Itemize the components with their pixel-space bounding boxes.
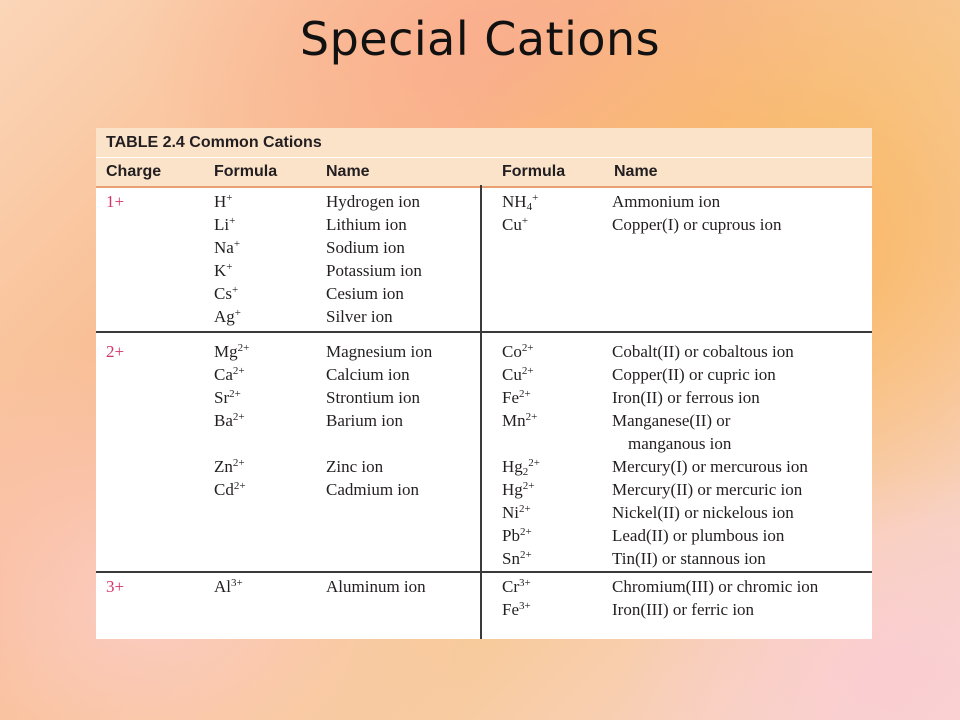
formula: $Ba^{2+}$ <box>214 411 245 430</box>
left-formula-column <box>214 575 243 598</box>
formula: $Sn^{2+}$ <box>502 549 532 568</box>
table-row-name: Potassium ion <box>326 261 422 280</box>
table-row-name: Hydrogen ion <box>326 192 420 211</box>
table-row-name: Cadmium ion <box>326 480 420 499</box>
table-caption-text: TABLE 2.4 Common Cations <box>106 134 322 151</box>
header-name-left: Name <box>326 163 370 180</box>
table-row-name: Mercury(I) or mercurous ion <box>612 457 808 476</box>
table-row-name: Nickel(II) or nickelous ion <box>612 503 794 522</box>
charge-label: 3+ <box>106 577 125 596</box>
table-row-formula <box>502 547 540 570</box>
table-row-formula <box>214 305 241 328</box>
charge-label: 1+ <box>106 192 125 211</box>
table-row-name: Copper(II) or cupric ion <box>612 365 776 384</box>
charge-label: 2+ <box>106 342 125 361</box>
table-row-name: Calcium ion <box>326 365 410 384</box>
table-row-formula <box>502 363 540 386</box>
formula: $Co^{2+}$ <box>502 342 534 361</box>
formula: $Zn^{2+}$ <box>214 457 245 476</box>
left-name-column <box>326 340 432 501</box>
formula: $Mn^{2+}$ <box>502 411 538 430</box>
left-name-column <box>326 575 426 598</box>
right-name-column <box>612 575 818 621</box>
formula: $Cu^{2+}$ <box>502 365 534 384</box>
table-row-name: Cobalt(II) or cobaltous ion <box>612 342 794 361</box>
table-row-formula <box>214 236 241 259</box>
table-row-formula <box>502 409 540 432</box>
table-row-name: Strontium ion <box>326 388 420 407</box>
formula: K+ <box>214 261 233 280</box>
table-row-name: Tin(II) or stannous ion <box>612 549 766 568</box>
table-row-formula <box>214 190 241 213</box>
table-row-name: Lead(II) or plumbous ion <box>612 526 785 545</box>
formula: $Cr^{3+}$ <box>502 577 531 596</box>
formula: Ag+ <box>214 307 241 326</box>
table-row-formula <box>214 386 249 409</box>
table-row-name: Aluminum ion <box>326 577 426 596</box>
formula: H+ <box>214 192 233 211</box>
formula: Cu+ <box>502 215 529 234</box>
table-row-name: manganous ion <box>628 434 732 453</box>
table-row-name: Barium ion <box>326 411 403 430</box>
table-row-formula <box>214 259 241 282</box>
table-row-name: Chromium(III) or chromic ion <box>612 577 819 596</box>
table-row-formula <box>214 478 249 501</box>
table-row-formula <box>214 282 241 305</box>
table-row-formula <box>502 455 540 478</box>
table-row-formula <box>502 575 531 598</box>
header-name-right: Name <box>614 163 658 180</box>
formula: $Fe^{2+}$ <box>502 388 531 407</box>
formula: $Ni^{2+}$ <box>502 503 531 522</box>
formula: $Hg_2^{2+}$ <box>502 457 540 478</box>
table-row-formula <box>502 213 538 236</box>
table-row-name: Silver ion <box>326 307 393 326</box>
table-row-formula <box>502 478 540 501</box>
column-divider <box>480 185 482 639</box>
formula: $NH_4^+$ <box>502 192 539 213</box>
table-row-formula <box>502 432 540 455</box>
table-row-formula <box>214 363 249 386</box>
formula: Cs+ <box>214 284 239 303</box>
table-row-name: Iron(II) or ferrous ion <box>612 388 760 407</box>
table-row-formula <box>214 432 249 455</box>
table-row-formula <box>502 501 540 524</box>
slide-title: Special Cations <box>299 12 661 66</box>
table-row-formula <box>214 213 241 236</box>
formula: $Fe^{3+}$ <box>502 600 531 619</box>
table-row-formula <box>502 598 531 621</box>
table-header-row <box>96 157 872 188</box>
table-row-name: Magnesium ion <box>326 342 433 361</box>
right-name-column <box>612 190 782 236</box>
left-formula-column <box>214 190 241 328</box>
table-row-name <box>326 432 432 455</box>
formula: $Al^{3+}$ <box>214 577 243 596</box>
left-name-column <box>326 190 422 328</box>
table-caption <box>96 128 872 157</box>
group-divider <box>96 331 872 333</box>
formula: $Mg^{2+}$ <box>214 342 250 361</box>
left-formula-column <box>214 340 249 501</box>
table-row-name: Mercury(II) or mercuric ion <box>612 480 803 499</box>
header-formula-left: Formula <box>214 163 278 180</box>
table-row-name: Ammonium ion <box>612 192 721 211</box>
formula: $Ca^{2+}$ <box>214 365 245 384</box>
formula: $Pb^{2+}$ <box>502 526 532 545</box>
table-row-formula <box>214 455 249 478</box>
right-name-column <box>612 340 808 570</box>
table-row-formula <box>214 409 249 432</box>
table-row-name: Lithium ion <box>326 215 407 234</box>
formula: $Hg^{2+}$ <box>502 480 535 499</box>
table-row-name: Iron(III) or ferric ion <box>612 600 755 619</box>
group-divider <box>96 571 872 573</box>
table-row-formula <box>214 340 249 363</box>
right-formula-column <box>502 575 531 621</box>
table-row-formula <box>502 190 538 213</box>
right-formula-column <box>502 190 538 236</box>
formula: $Sr^{2+}$ <box>214 388 241 407</box>
table-row-name: Sodium ion <box>326 238 405 257</box>
formula: $Cd^{2+}$ <box>214 480 246 499</box>
table-row-formula <box>502 524 540 547</box>
table-row-name: Cesium ion <box>326 284 404 303</box>
table-row-formula <box>502 340 540 363</box>
table-row-name: Copper(I) or cuprous ion <box>612 215 782 234</box>
table-row-formula <box>214 575 243 598</box>
cations-table <box>96 128 872 639</box>
table-row-name: Manganese(II) or <box>612 411 731 430</box>
formula: Li+ <box>214 215 236 234</box>
table-row-formula <box>502 386 540 409</box>
header-charge: Charge <box>106 163 162 180</box>
table-row-name: Zinc ion <box>326 457 384 476</box>
header-formula-right: Formula <box>502 163 566 180</box>
right-formula-column <box>502 340 540 570</box>
formula: Na+ <box>214 238 241 257</box>
